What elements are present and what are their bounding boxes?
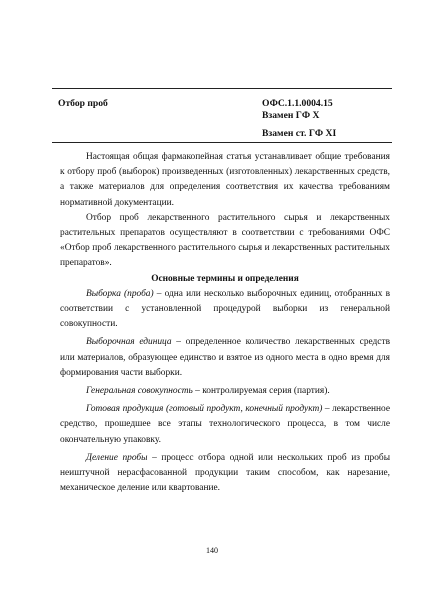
term-name: Выборка (проба) xyxy=(86,288,154,299)
document-code: ОФС.1.1.0004.15 xyxy=(262,98,333,109)
term-name: Деление пробы xyxy=(86,452,148,463)
term-text: – определенное количество лекарственных средств или материалов, образующее единство и взятое из одного места в одно время для формирования части выборки. xyxy=(60,337,390,378)
section-heading: Основные термины и определения xyxy=(151,273,299,284)
term-definition xyxy=(60,402,390,448)
term-definition xyxy=(60,335,390,381)
term-name: Выборочная единица xyxy=(86,337,172,348)
page-number: 140 xyxy=(206,546,218,555)
term-definition xyxy=(60,287,390,333)
term-text: – лекарственное средство, прошедшее все этапы технологического процесса, в том числе окончательную упаковку. xyxy=(60,404,390,445)
term-definition xyxy=(60,451,390,497)
replaces-gf-xi: Взамен ст. ГФ XI xyxy=(262,128,337,139)
term-name: Готовая продукция (готовый продукт, конечный продукт) xyxy=(86,404,323,415)
term-name: Генеральная совокупность xyxy=(86,386,193,397)
scope-paragraph: Отбор проб лекарственного растительного сырья и лекарственных растительных препаратов осуществляют в соответствии с требованиями ОФС «Отбор проб лекарственного растительного сырья и лекарственных растительных препаратов». xyxy=(60,212,390,269)
replaces-gf-x: Взамен ГФ X xyxy=(262,110,320,121)
term-text: – контролируемая серия (партия). xyxy=(192,386,330,397)
header-bottom-rule xyxy=(52,142,392,143)
document-title: Отбор проб xyxy=(58,98,108,109)
term-definition xyxy=(60,384,390,399)
term-text: – одна или несколько выборочных единиц, отобранных в соответствии с установленной процедурой выборки из генеральной совокупности. xyxy=(60,288,390,330)
intro-paragraph: Настоящая общая фармакопейная статья устанавливает общие требования к отбору проб (выборок) произведенных (изготовленных) лекарственных средств, а также материалов для определения соответствия их качества требованиям нормативной документации. xyxy=(60,152,390,208)
term-text: – процесс отбора одной или нескольких проб из пробы неиштучной нерасфасованной продукции таким способом, как нарезание, механическое деление или квартование. xyxy=(60,452,390,494)
document-body xyxy=(60,150,390,496)
header-top-rule xyxy=(52,88,392,89)
